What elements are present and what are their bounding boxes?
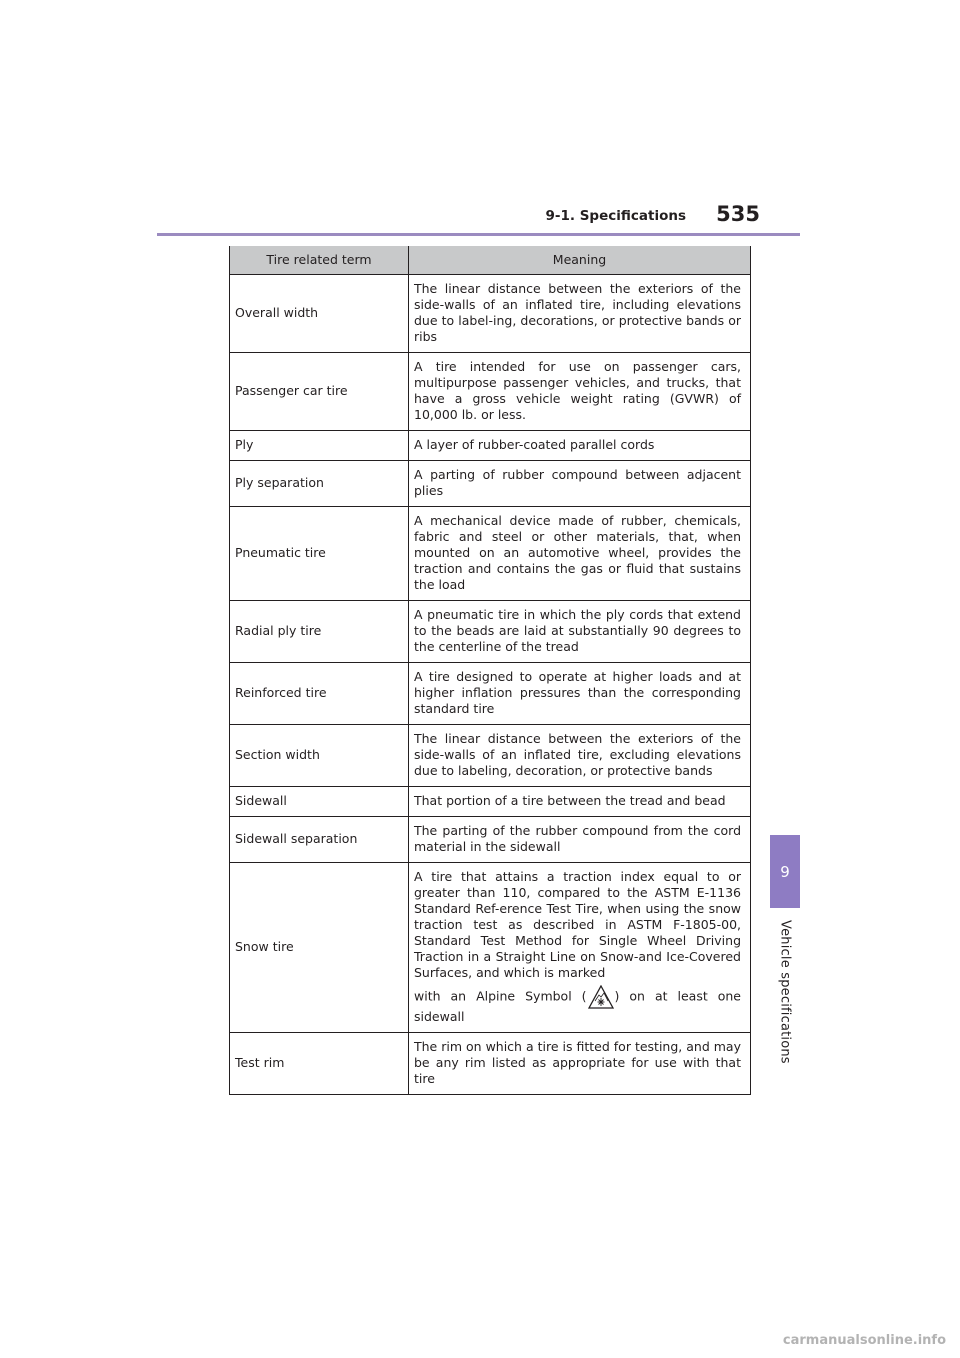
- chapter-tab[interactable]: [770, 835, 800, 908]
- column-header-meaning: Meaning: [409, 246, 751, 275]
- term-cell: Sidewall separation: [230, 817, 409, 863]
- term-cell: Sidewall: [230, 787, 409, 817]
- table-row: [230, 431, 751, 461]
- column-header-term: Tire related term: [230, 246, 409, 275]
- header-divider: [157, 233, 800, 236]
- meaning-cell: The linear distance between the exteriors of the side-walls of an inflated tire, including elevations due to label-ing, decorations, or protective bands or ribs: [409, 275, 751, 353]
- term-cell: Passenger car tire: [230, 353, 409, 431]
- meaning-cell: A mechanical device made of rubber, chemicals, fabric and steel or other materials, that, when mounted on an automotive wheel, provides the traction and contains the gas or fluid that sustains the load: [409, 507, 751, 601]
- table-header-row: [230, 246, 751, 275]
- table-row: [230, 275, 751, 353]
- chapter-number: 9: [780, 862, 790, 881]
- meaning-cell: The linear distance between the exteriors of the side-walls of an inflated tire, excluding elevations due to labeling, decoration, or protective bands: [409, 725, 751, 787]
- chapter-title-vertical: [772, 920, 798, 1070]
- section-title: 9-1. Specifications: [545, 208, 686, 224]
- term-cell: Test rim: [230, 1033, 409, 1095]
- meaning-cell: That portion of a tire between the tread and bead: [409, 787, 751, 817]
- alpine-symbol-icon: [588, 985, 614, 1009]
- meaning-cell: [409, 863, 751, 1033]
- table-row: [230, 725, 751, 787]
- meaning-suffix: ) on at least one sidewall: [414, 988, 742, 1024]
- table-row: [230, 817, 751, 863]
- term-cell: Section width: [230, 725, 409, 787]
- term-cell: Pneumatic tire: [230, 507, 409, 601]
- meaning-text: A tire that attains a traction index equal to or greater than 110, compared to the ASTM E-1136 Standard Ref-erence Test Tire, when using the snow traction test as described in ASTM F-1805-00, Standard Test Method for Single Wheel Driving Traction in a Straight Line on Snow-and Ice-Covered Surfaces, and which is marked: [414, 869, 741, 980]
- table-row: [230, 601, 751, 663]
- chapter-title: Vehicle specifications: [777, 920, 793, 1064]
- table-row: [230, 787, 751, 817]
- term-cell: Ply: [230, 431, 409, 461]
- meaning-cell: A parting of rubber compound between adjacent plies: [409, 461, 751, 507]
- page-number: 535: [716, 202, 760, 226]
- meaning-cell: A pneumatic tire in which the ply cords that extend to the beads are laid at substantially 90 degrees to the centerline of the tread: [409, 601, 751, 663]
- meaning-prefix: with an Alpine Symbol (: [414, 988, 587, 1004]
- term-cell: Ply separation: [230, 461, 409, 507]
- meaning-cell: The rim on which a tire is fitted for testing, and may be any rim listed as appropriate for use with that tire: [409, 1033, 751, 1095]
- table-row: [230, 353, 751, 431]
- term-cell: Overall width: [230, 275, 409, 353]
- table-row: [230, 663, 751, 725]
- meaning-cell: A tire intended for use on passenger cars, multipurpose passenger vehicles, and trucks, that have a gross vehicle weight rating (GVWR) of 10,000 lb. or less.: [409, 353, 751, 431]
- watermark: carmanualsonline.info: [782, 1333, 946, 1348]
- tire-terms-table: [229, 246, 751, 1095]
- meaning-cell: The parting of the rubber compound from the cord material in the sidewall: [409, 817, 751, 863]
- meaning-cell: A tire designed to operate at higher loads and at higher inflation pressures than the corresponding standard tire: [409, 663, 751, 725]
- term-cell: Radial ply tire: [230, 601, 409, 663]
- table-row: [230, 1033, 751, 1095]
- term-cell: Reinforced tire: [230, 663, 409, 725]
- table-row: [230, 461, 751, 507]
- term-cell: Snow tire: [230, 863, 409, 1033]
- meaning-text-continued: [414, 985, 741, 1025]
- table-row: [230, 507, 751, 601]
- table-row: [230, 863, 751, 1033]
- meaning-cell: A layer of rubber-coated parallel cords: [409, 431, 751, 461]
